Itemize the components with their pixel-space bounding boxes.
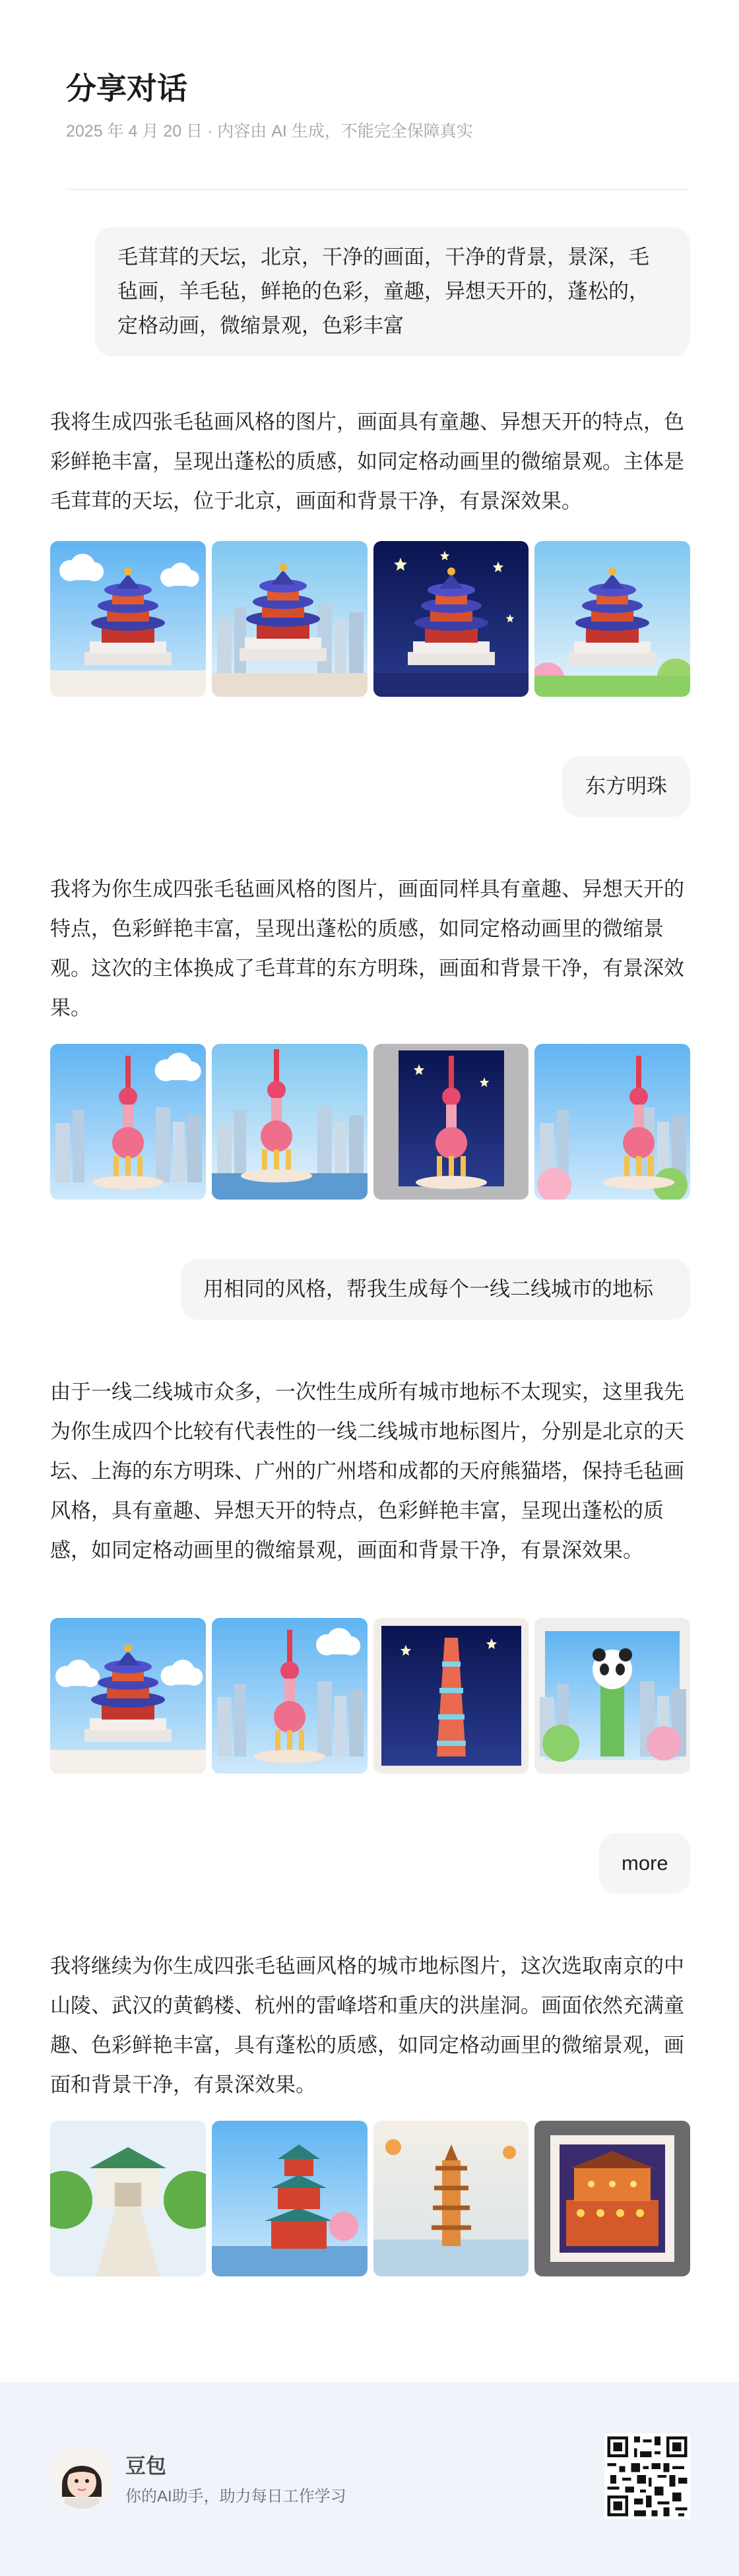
generated-image[interactable]: [50, 1618, 206, 1774]
user-message-bubble: [599, 1833, 690, 1894]
user-message-bubble: [562, 756, 690, 817]
ai-message-text: 由于一线二线城市众多，一次性生成所有城市地标不太现实，这里我先为你生成四个比较有代表性的一线二线城市地标图片，分别是北京的天坛、上海的东方明珠、广州的广州塔和成都的天府熊猫塔，保持毛毡画风格，具有童趣、异想天开的特点，色彩鲜艳丰富，呈现出蓬松的质感，如同定格动画里的微缩景观，画面和背景干净，有景深效果。: [50, 1380, 684, 1562]
page-title: 分享对话: [66, 71, 187, 106]
generated-image[interactable]: [212, 1618, 368, 1774]
generated-image-row: [50, 1044, 690, 1200]
generated-image[interactable]: [373, 541, 529, 697]
generated-image[interactable]: [50, 2121, 206, 2276]
user-message-text: 用相同的风格，帮我生成每个一线二线城市的地标: [203, 1277, 653, 1301]
ai-message-text: 我将为你生成四张毛毡画风格的图片，画面同样具有童趣、异想天开的特点，色彩鲜艳丰富，呈现出蓬松的质感，如同定格动画里的微缩景观。这次的主体换成了毛茸茸的东方明珠，画面和背景干净，有景深效果。: [50, 878, 684, 1019]
generated-image[interactable]: [212, 1044, 368, 1200]
generated-image-row: [50, 541, 690, 697]
generated-image[interactable]: [373, 2121, 529, 2276]
generated-image-row: [50, 1618, 690, 1774]
generated-image[interactable]: [534, 1044, 690, 1200]
brand-name: 豆包: [125, 2455, 166, 2478]
generated-image[interactable]: [50, 541, 206, 697]
doubao-avatar: [50, 2445, 113, 2509]
user-message-bubble: [95, 227, 690, 356]
ai-message-text: 我将生成四张毛毡画风格的图片，画面具有童趣、异想天开的特点，色彩鲜艳丰富，呈现出蓬松的质感，如同定格动画里的微缩景观。主体是毛茸茸的天坛，位于北京，画面和背景干净，有景深效果。: [50, 410, 684, 513]
generated-image-row: [50, 2121, 690, 2276]
user-message-text: 东方明珠: [585, 775, 667, 798]
user-message-text: 毛茸茸的天坛，北京，干净的画面，干净的背景，景深，毛毡画，羊毛毡，鲜艳的色彩，童趣，异想天开的，蓬松的，定格动画，微缩景观，色彩丰富: [117, 245, 649, 337]
generated-image[interactable]: [373, 1044, 529, 1200]
generated-image[interactable]: [373, 1618, 529, 1774]
header-divider: [66, 189, 689, 190]
generated-image[interactable]: [534, 1618, 690, 1774]
generated-image[interactable]: [212, 541, 368, 697]
generated-image[interactable]: [534, 2121, 690, 2276]
share-header: [0, 0, 739, 198]
generated-image[interactable]: [212, 2121, 368, 2276]
share-footer: [0, 2382, 739, 2576]
user-message-text: more: [622, 1852, 668, 1875]
brand-tagline: 你的AI助手，助力每日工作学习: [125, 2488, 346, 2505]
ai-message-text: 我将继续为你生成四张毛毡画风格的城市地标图片，这次选取南京的中山陵、武汉的黄鹤楼、杭州的雷峰塔和重庆的洪崖洞。画面依然充满童趣、色彩鲜艳丰富，具有蓬松的质感，如同定格动画里的微缩景观，画面和背景干净，有景深效果。: [50, 1954, 684, 2096]
generated-image[interactable]: [50, 1044, 206, 1200]
generated-image[interactable]: [534, 541, 690, 697]
qr-code-icon: [604, 2433, 690, 2519]
user-message-bubble: [181, 1259, 690, 1320]
page-subtitle: 2025 年 4 月 20 日 · 内容由 AI 生成，不能完全保障真实: [66, 122, 473, 141]
